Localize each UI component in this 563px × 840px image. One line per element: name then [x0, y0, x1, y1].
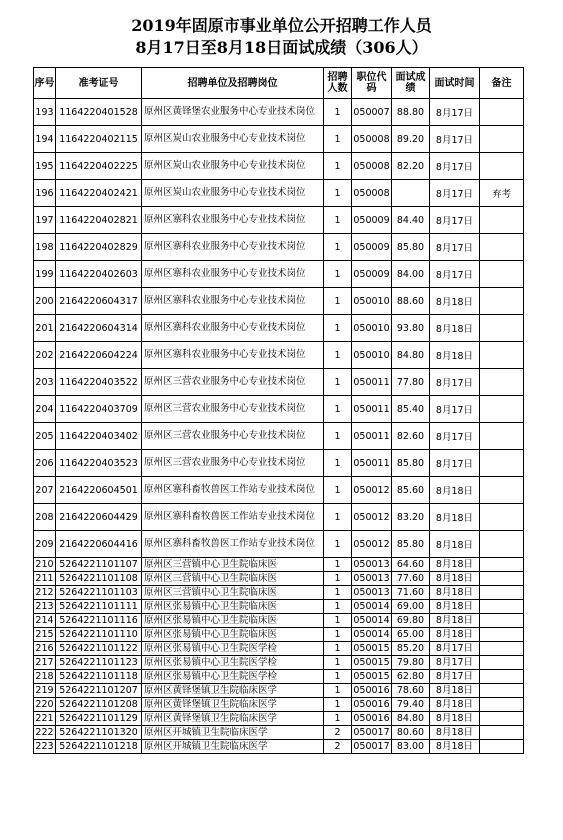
table-row — [34, 642, 524, 656]
cell-remark — [480, 712, 524, 726]
cell-seq: 208 — [34, 504, 56, 531]
cell-post-code: 050017 — [353, 740, 390, 752]
cell-remark — [480, 396, 524, 423]
cell-remark — [480, 234, 524, 261]
cell-remark — [480, 740, 524, 754]
cell-seq: 207 — [34, 477, 56, 504]
cell-post-code: 050013 — [353, 558, 390, 570]
table-body — [34, 99, 524, 754]
cell-count: 1 — [324, 288, 352, 315]
cell-post-code: 050008 — [352, 153, 392, 180]
cell-remark: 弃考 — [480, 180, 524, 207]
cell-exam-no: 1164220403523 — [56, 450, 142, 477]
table-row — [34, 450, 524, 477]
cell-post-code: 050011 — [352, 369, 392, 396]
cell-score: 88.60 — [392, 288, 430, 315]
cell-exam-no: 5264221101208 — [56, 698, 142, 712]
cell-post-code: 050014 — [353, 614, 390, 626]
cell-remark — [480, 369, 524, 396]
cell-post-code: 050010 — [352, 342, 392, 369]
cell-exam-no: 1164220402225 — [56, 153, 142, 180]
cell-seq: 193 — [34, 99, 56, 126]
cell-remark — [480, 628, 524, 642]
cell-post-code: 050016 — [353, 712, 390, 724]
cell-date: 8月18日 — [430, 288, 480, 315]
table-row — [34, 586, 524, 600]
cell-seq: 205 — [34, 423, 56, 450]
cell-unit: 原州区寨科畜牧兽医工作站专业技术岗位 — [142, 477, 324, 504]
cell-seq: 194 — [34, 126, 56, 153]
cell-remark — [480, 656, 524, 670]
cell-unit: 原州区张易镇中心卫生院临床医 — [142, 600, 324, 614]
cell-remark — [480, 531, 524, 558]
cell-exam-no: 2164220604501 — [56, 477, 142, 504]
table-row — [34, 99, 524, 126]
cell-score: 93.80 — [392, 315, 430, 342]
cell-exam-no: 1164220402115 — [56, 126, 142, 153]
cell-unit: 原州区张易镇中心卫生院临床医 — [142, 628, 324, 642]
cell-remark — [480, 600, 524, 614]
cell-exam-no: 1164220403709 — [56, 396, 142, 423]
cell-exam-no: 5264221101320 — [56, 726, 142, 740]
cell-score: 80.60 — [392, 726, 430, 740]
table-row — [34, 288, 524, 315]
cell-unit: 原州区张易镇中心卫生院医学检 — [142, 656, 324, 670]
cell-exam-no: 5264221101218 — [56, 740, 142, 754]
cell-unit: 原州区黄铎堡镇卫生院临床医学 — [142, 698, 324, 712]
cell-score: 65.00 — [392, 628, 430, 642]
cell-post-code: 050016 — [353, 684, 390, 696]
score-table — [33, 67, 524, 754]
cell-unit: 原州区寨科畜牧兽医工作站专业技术岗位 — [142, 531, 324, 558]
cell-date: 8月18日 — [430, 315, 480, 342]
cell-exam-no: 2164220604317 — [56, 288, 142, 315]
cell-seq: 213 — [35, 600, 54, 612]
document-subtitle: 8月17日至8月18日面试成绩（306人） — [135, 38, 428, 57]
cell-remark — [480, 207, 524, 234]
header-post-code: 职位代码 — [352, 68, 392, 99]
table-row — [34, 369, 524, 396]
table-row — [34, 315, 524, 342]
cell-post-code: 050012 — [352, 531, 392, 558]
cell-post-code: 050010 — [352, 288, 392, 315]
cell-score: 62.80 — [392, 670, 430, 684]
cell-date: 8月18日 — [430, 726, 480, 740]
table-row — [34, 477, 524, 504]
cell-unit: 原州区寨科农业服务中心专业技术岗位 — [142, 288, 324, 315]
cell-score: 85.80 — [392, 450, 430, 477]
table-row — [34, 531, 524, 558]
cell-exam-no: 5264221101103 — [56, 586, 142, 600]
cell-post-code: 050011 — [352, 450, 392, 477]
cell-unit: 原州区寨科农业服务中心专业技术岗位 — [142, 207, 324, 234]
cell-score: 85.60 — [392, 477, 430, 504]
cell-post-code: 050014 — [353, 628, 390, 640]
cell-date: 8月18日 — [430, 600, 480, 614]
cell-seq: 209 — [34, 531, 56, 558]
cell-date: 8月18日 — [430, 586, 480, 600]
cell-exam-no: 1164220402603 — [56, 261, 142, 288]
cell-score: 83.20 — [392, 504, 430, 531]
cell-post-code: 050009 — [352, 207, 392, 234]
cell-score: 71.60 — [392, 586, 430, 600]
cell-post-code: 050009 — [352, 234, 392, 261]
cell-date: 8月17日 — [430, 642, 480, 656]
header-seq: 序号 — [34, 68, 56, 99]
cell-post-code: 050013 — [353, 572, 390, 584]
cell-count: 1 — [324, 656, 352, 670]
cell-seq: 201 — [34, 315, 56, 342]
cell-date: 8月18日 — [430, 477, 480, 504]
header-exam-no: 准考证号 — [56, 68, 142, 99]
cell-date: 8月17日 — [430, 261, 480, 288]
cell-date: 8月17日 — [430, 207, 480, 234]
cell-remark — [480, 684, 524, 698]
cell-count: 1 — [324, 712, 352, 726]
cell-date: 8月17日 — [430, 396, 480, 423]
cell-seq: 210 — [35, 558, 54, 570]
cell-count: 1 — [324, 684, 352, 698]
cell-score: 89.20 — [392, 126, 430, 153]
cell-score: 84.40 — [392, 207, 430, 234]
cell-score: 84.80 — [392, 342, 430, 369]
cell-remark — [480, 477, 524, 504]
cell-date: 8月17日 — [430, 670, 480, 684]
cell-count: 1 — [324, 558, 352, 572]
cell-seq: 203 — [34, 369, 56, 396]
cell-unit: 原州区张易镇中心卫生院临床医 — [142, 614, 324, 628]
cell-count: 2 — [324, 726, 352, 740]
cell-seq: 221 — [35, 712, 54, 724]
cell-exam-no: 1164220402821 — [56, 207, 142, 234]
table-row — [34, 628, 524, 642]
cell-count: 1 — [324, 342, 352, 369]
cell-date: 8月17日 — [430, 450, 480, 477]
table-row — [34, 600, 524, 614]
cell-exam-no: 1164220403522 — [56, 369, 142, 396]
cell-count: 1 — [324, 614, 352, 628]
table-row — [34, 656, 524, 670]
cell-count: 1 — [324, 369, 352, 396]
cell-remark — [480, 99, 524, 126]
cell-post-code: 050017 — [353, 726, 390, 738]
cell-unit: 原州区黄铎堡镇卫生院临床医学 — [142, 712, 324, 726]
table-row — [34, 558, 524, 572]
cell-unit: 原州区寨科农业服务中心专业技术岗位 — [142, 261, 324, 288]
cell-count: 1 — [324, 153, 352, 180]
table-row — [34, 726, 524, 740]
cell-score: 79.80 — [392, 656, 430, 670]
cell-remark — [480, 614, 524, 628]
cell-count: 1 — [324, 572, 352, 586]
cell-exam-no: 1164220402829 — [56, 234, 142, 261]
cell-score: 77.60 — [392, 572, 430, 586]
table-row — [34, 396, 524, 423]
cell-score: 82.20 — [392, 153, 430, 180]
cell-remark — [480, 288, 524, 315]
cell-exam-no: 5264221101118 — [56, 670, 142, 684]
cell-exam-no: 5264221101107 — [56, 558, 142, 572]
table-row — [34, 207, 524, 234]
table-row — [34, 126, 524, 153]
cell-count: 1 — [324, 600, 352, 614]
header-remark: 备注 — [480, 68, 524, 99]
cell-count: 1 — [324, 450, 352, 477]
cell-seq: 216 — [35, 642, 54, 654]
table-row — [34, 234, 524, 261]
cell-score: 85.20 — [392, 642, 430, 656]
cell-unit: 原州区张易镇中心卫生院医学检 — [142, 642, 324, 656]
cell-seq: 217 — [35, 656, 54, 668]
cell-seq: 198 — [34, 234, 56, 261]
cell-seq: 200 — [34, 288, 56, 315]
header-date: 面试时间 — [430, 68, 480, 99]
cell-seq: 214 — [35, 614, 54, 626]
cell-post-code: 050012 — [352, 504, 392, 531]
table-row — [34, 261, 524, 288]
cell-date: 8月18日 — [430, 531, 480, 558]
cell-post-code: 050011 — [352, 396, 392, 423]
cell-exam-no: 1164220403402 — [56, 423, 142, 450]
cell-seq: 220 — [35, 698, 54, 710]
cell-date: 8月18日 — [430, 342, 480, 369]
cell-count: 1 — [324, 180, 352, 207]
cell-count: 1 — [324, 126, 352, 153]
cell-post-code: 050008 — [352, 126, 392, 153]
cell-score: 64.60 — [392, 558, 430, 572]
table-row — [34, 342, 524, 369]
cell-unit: 原州区张易镇中心卫生院医学检 — [142, 670, 324, 684]
cell-unit: 原州区三营镇中心卫生院临床医 — [142, 558, 324, 572]
cell-unit: 原州区开城镇卫生院临床医学 — [142, 740, 324, 754]
cell-exam-no: 2164220604429 — [56, 504, 142, 531]
cell-date: 8月17日 — [430, 153, 480, 180]
cell-seq: 206 — [34, 450, 56, 477]
cell-exam-no: 1164220401528 — [56, 99, 142, 126]
cell-count: 1 — [324, 315, 352, 342]
table-row — [34, 684, 524, 698]
cell-count: 1 — [324, 531, 352, 558]
header-score: 面试成绩 — [392, 68, 430, 99]
cell-post-code: 050010 — [352, 315, 392, 342]
cell-count: 2 — [324, 740, 352, 754]
cell-unit: 原州区炭山农业服务中心专业技术岗位 — [142, 126, 324, 153]
cell-seq: 212 — [35, 586, 54, 598]
cell-seq: 202 — [34, 342, 56, 369]
cell-date: 8月18日 — [430, 712, 480, 726]
cell-remark — [480, 558, 524, 572]
cell-date: 8月18日 — [430, 628, 480, 642]
cell-count: 1 — [324, 423, 352, 450]
cell-date: 8月18日 — [430, 684, 480, 698]
cell-remark — [480, 698, 524, 712]
table-row — [34, 740, 524, 754]
cell-score: 85.40 — [392, 396, 430, 423]
cell-remark — [480, 586, 524, 600]
cell-exam-no: 5264221101207 — [56, 684, 142, 698]
table-row — [34, 670, 524, 684]
cell-post-code: 050007 — [352, 99, 392, 126]
table-row — [34, 504, 524, 531]
cell-unit: 原州区寨科畜牧兽医工作站专业技术岗位 — [142, 504, 324, 531]
cell-seq: 197 — [34, 207, 56, 234]
cell-remark — [480, 261, 524, 288]
cell-unit: 原州区寨科农业服务中心专业技术岗位 — [142, 342, 324, 369]
cell-score: 69.00 — [392, 600, 430, 614]
cell-exam-no: 2164220604314 — [56, 315, 142, 342]
header-count: 招聘人数 — [324, 68, 352, 99]
cell-unit: 原州区三营镇中心卫生院临床医 — [142, 572, 324, 586]
cell-seq: 204 — [34, 396, 56, 423]
cell-count: 1 — [324, 396, 352, 423]
cell-score: 85.80 — [392, 234, 430, 261]
cell-post-code: 050015 — [353, 670, 390, 682]
cell-date: 8月18日 — [430, 504, 480, 531]
cell-date: 8月18日 — [430, 698, 480, 712]
cell-date: 8月18日 — [430, 572, 480, 586]
cell-score: 78.60 — [392, 684, 430, 698]
cell-seq: 196 — [34, 180, 56, 207]
document-title: 2019年固原市事业单位公开招聘工作人员 — [131, 16, 432, 35]
cell-score — [392, 180, 430, 207]
cell-date: 8月17日 — [430, 99, 480, 126]
cell-count: 1 — [324, 586, 352, 600]
cell-remark — [480, 504, 524, 531]
cell-score: 85.80 — [392, 531, 430, 558]
cell-post-code: 050014 — [353, 600, 390, 612]
cell-score: 77.80 — [392, 369, 430, 396]
cell-count: 1 — [324, 642, 352, 656]
cell-seq: 218 — [35, 670, 54, 682]
cell-post-code: 050013 — [353, 586, 390, 598]
cell-exam-no: 5264221101108 — [56, 572, 142, 586]
cell-remark — [480, 153, 524, 180]
cell-post-code: 050009 — [352, 261, 392, 288]
cell-count: 1 — [324, 234, 352, 261]
cell-post-code: 050012 — [352, 477, 392, 504]
cell-date: 8月17日 — [430, 234, 480, 261]
cell-post-code: 050011 — [352, 423, 392, 450]
cell-score: 84.00 — [392, 261, 430, 288]
cell-score: 84.80 — [392, 712, 430, 726]
cell-exam-no: 5264221101122 — [56, 642, 142, 656]
cell-date: 8月18日 — [430, 740, 480, 754]
cell-remark — [480, 315, 524, 342]
cell-score: 79.40 — [392, 698, 430, 712]
cell-unit: 原州区炭山农业服务中心专业技术岗位 — [142, 153, 324, 180]
cell-unit: 原州区炭山农业服务中心专业技术岗位 — [142, 180, 324, 207]
cell-count: 1 — [324, 207, 352, 234]
cell-unit: 原州区三营农业服务中心专业技术岗位 — [142, 369, 324, 396]
cell-post-code: 050015 — [353, 642, 390, 654]
cell-seq: 223 — [35, 740, 54, 752]
cell-date: 8月17日 — [430, 369, 480, 396]
cell-exam-no: 5264221101111 — [56, 600, 142, 614]
table-row — [34, 180, 524, 207]
header-row — [34, 68, 524, 99]
cell-unit: 原州区三营镇中心卫生院临床医 — [142, 586, 324, 600]
cell-exam-no: 1164220402421 — [56, 180, 142, 207]
cell-count: 1 — [324, 628, 352, 642]
cell-post-code: 050015 — [353, 656, 390, 668]
cell-seq: 222 — [35, 726, 54, 738]
cell-exam-no: 5264221101129 — [56, 712, 142, 726]
cell-unit: 原州区黄铎堡农业服务中心专业技术岗位 — [142, 99, 324, 126]
cell-post-code: 050008 — [352, 180, 392, 207]
cell-date: 8月17日 — [430, 423, 480, 450]
cell-score: 88.80 — [392, 99, 430, 126]
cell-seq: 211 — [35, 572, 54, 584]
cell-date: 8月18日 — [430, 614, 480, 628]
cell-exam-no: 5264221101116 — [56, 614, 142, 628]
cell-seq: 195 — [34, 153, 56, 180]
table-row — [34, 153, 524, 180]
cell-unit: 原州区三营农业服务中心专业技术岗位 — [142, 423, 324, 450]
cell-remark — [480, 450, 524, 477]
cell-date: 8月18日 — [430, 558, 480, 572]
cell-post-code: 050016 — [353, 698, 390, 710]
cell-seq: 215 — [35, 628, 54, 640]
header-unit: 招聘单位及招聘岗位 — [142, 68, 324, 99]
cell-count: 1 — [324, 670, 352, 684]
cell-unit: 原州区寨科农业服务中心专业技术岗位 — [142, 315, 324, 342]
cell-remark — [480, 423, 524, 450]
cell-seq: 219 — [35, 684, 54, 696]
cell-remark — [480, 642, 524, 656]
cell-date: 8月17日 — [430, 180, 480, 207]
cell-exam-no: 5264221101123 — [56, 656, 142, 670]
cell-count: 1 — [324, 698, 352, 712]
table-row — [34, 614, 524, 628]
cell-count: 1 — [324, 477, 352, 504]
cell-remark — [480, 572, 524, 586]
cell-exam-no: 5264221101110 — [56, 628, 142, 642]
cell-count: 1 — [324, 261, 352, 288]
cell-remark — [480, 670, 524, 684]
cell-unit: 原州区开城镇卫生院临床医学 — [142, 726, 324, 740]
cell-score: 83.00 — [392, 740, 430, 754]
cell-unit: 原州区三营农业服务中心专业技术岗位 — [142, 450, 324, 477]
table-row — [34, 712, 524, 726]
cell-count: 1 — [324, 504, 352, 531]
cell-date: 8月17日 — [430, 126, 480, 153]
table-row — [34, 572, 524, 586]
cell-remark — [480, 126, 524, 153]
cell-seq: 199 — [34, 261, 56, 288]
cell-exam-no: 2164220604416 — [56, 531, 142, 558]
cell-exam-no: 2164220604224 — [56, 342, 142, 369]
cell-count: 1 — [324, 99, 352, 126]
cell-score: 69.80 — [392, 614, 430, 628]
cell-date: 8月17日 — [430, 656, 480, 670]
cell-unit: 原州区黄铎堡镇卫生院临床医学 — [142, 684, 324, 698]
cell-unit: 原州区三营农业服务中心专业技术岗位 — [142, 396, 324, 423]
cell-remark — [480, 726, 524, 740]
cell-remark — [480, 342, 524, 369]
cell-unit: 原州区寨科农业服务中心专业技术岗位 — [142, 234, 324, 261]
table-row — [34, 423, 524, 450]
cell-score: 82.60 — [392, 423, 430, 450]
table-row — [34, 698, 524, 712]
